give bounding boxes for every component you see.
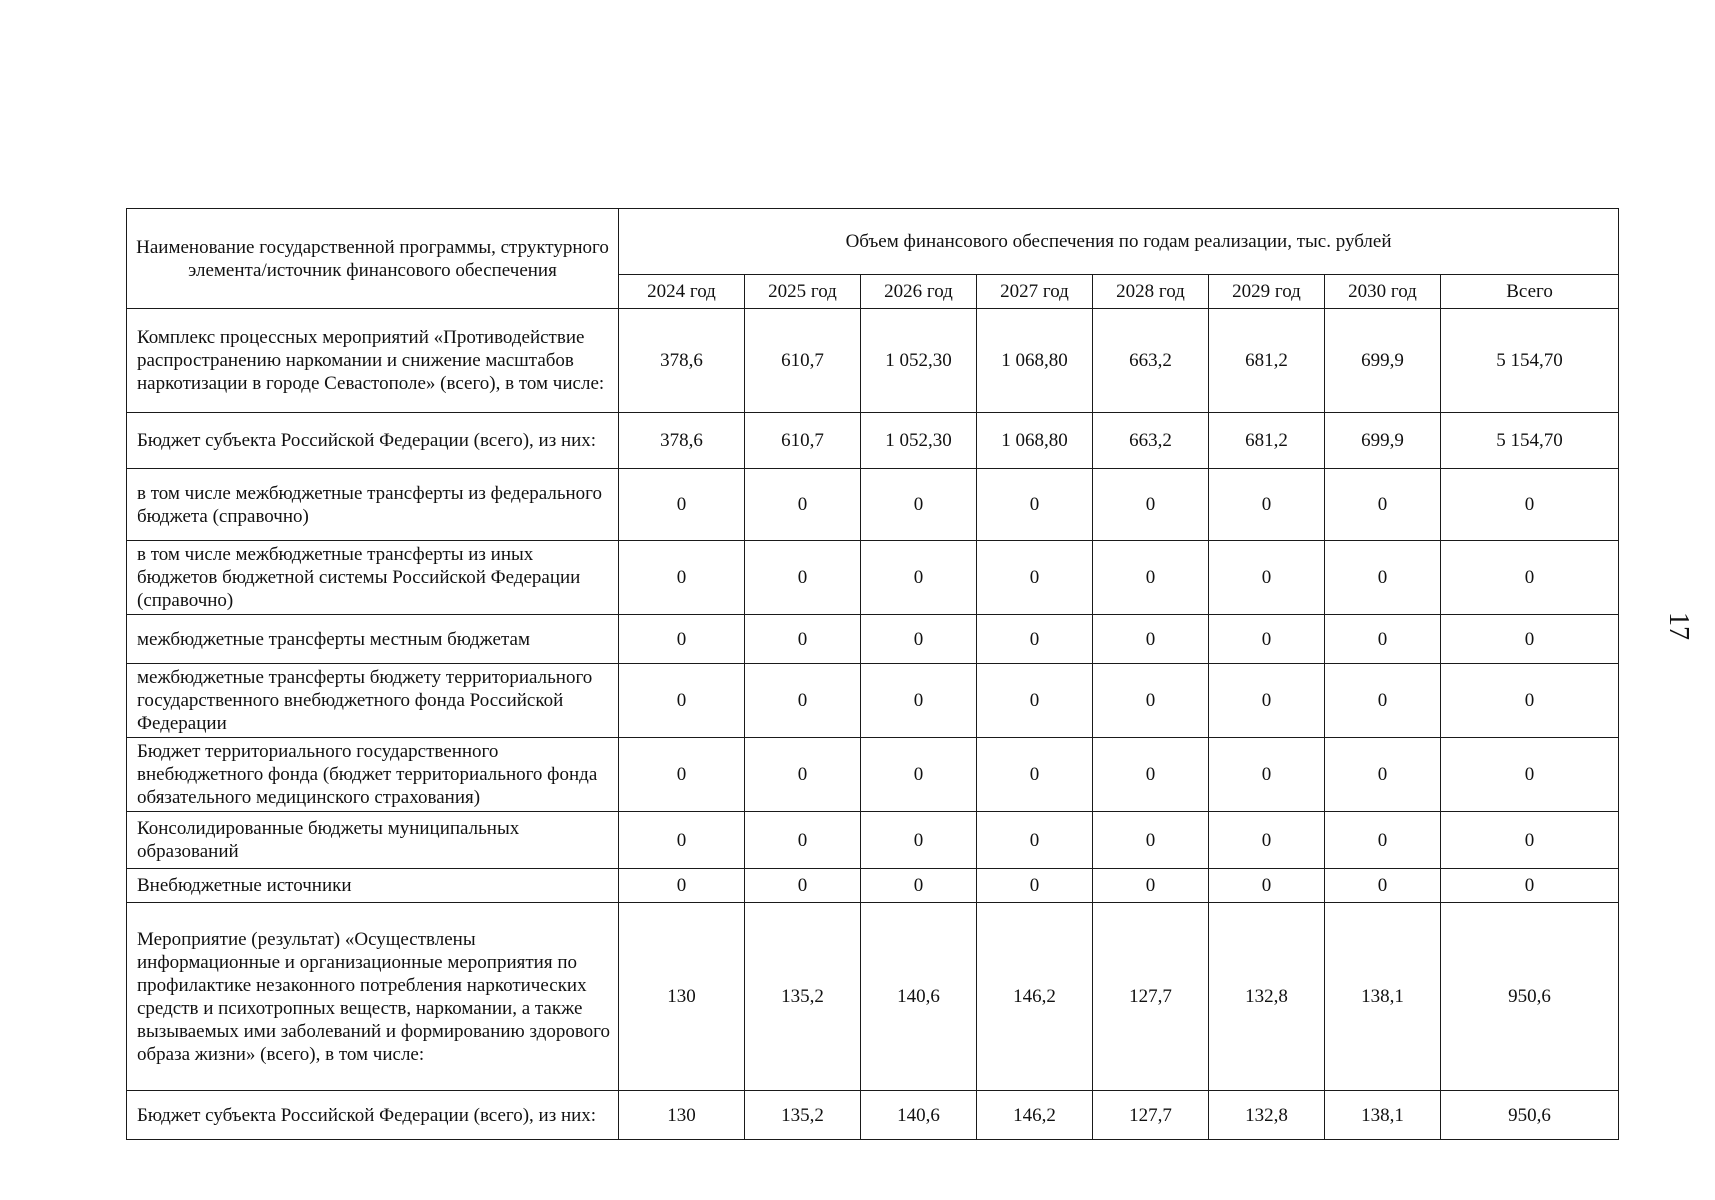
cell-value: 0 xyxy=(1325,664,1441,738)
cell-value: 0 xyxy=(1325,469,1441,541)
cell-value: 0 xyxy=(977,869,1093,903)
cell-value: 0 xyxy=(977,738,1093,812)
cell-value: 140,6 xyxy=(861,1091,977,1140)
cell-value: 0 xyxy=(619,615,745,664)
cell-value: 0 xyxy=(977,469,1093,541)
cell-value: 0 xyxy=(1441,869,1619,903)
cell-value: 0 xyxy=(977,541,1093,615)
table-row xyxy=(127,812,1619,869)
cell-value: 610,7 xyxy=(745,413,861,469)
cell-value: 950,6 xyxy=(1441,903,1619,1091)
cell-value: 127,7 xyxy=(1093,1091,1209,1140)
cell-value: 0 xyxy=(619,812,745,869)
cell-value: 138,1 xyxy=(1325,1091,1441,1140)
cell-value: 663,2 xyxy=(1093,309,1209,413)
cell-value: 0 xyxy=(745,738,861,812)
row-label: в том числе межбюджетные трансферты из иных бюджетов бюджетной системы Российской Федерации (справочно) xyxy=(127,541,619,615)
row-label: Консолидированные бюджеты муниципальных образований xyxy=(127,812,619,869)
cell-value: 132,8 xyxy=(1209,903,1325,1091)
cell-value: 0 xyxy=(861,664,977,738)
table-row xyxy=(127,1091,1619,1140)
cell-value: 663,2 xyxy=(1093,413,1209,469)
cell-value: 0 xyxy=(977,615,1093,664)
row-label: в том числе межбюджетные трансферты из федерального бюджета (справочно) xyxy=(127,469,619,541)
cell-value: 0 xyxy=(1441,541,1619,615)
cell-value: 0 xyxy=(1325,738,1441,812)
cell-value: 0 xyxy=(1209,738,1325,812)
cell-value: 1 052,30 xyxy=(861,413,977,469)
cell-value: 130 xyxy=(619,1091,745,1140)
year-header: 2030 год xyxy=(1325,275,1441,309)
cell-value: 0 xyxy=(619,541,745,615)
header-row-top xyxy=(127,209,1619,275)
cell-value: 0 xyxy=(619,469,745,541)
table-row xyxy=(127,413,1619,469)
cell-value: 140,6 xyxy=(861,903,977,1091)
table-row xyxy=(127,903,1619,1091)
cell-value: 146,2 xyxy=(977,1091,1093,1140)
cell-value: 950,6 xyxy=(1441,1091,1619,1140)
cell-value: 0 xyxy=(861,869,977,903)
cell-value: 0 xyxy=(1325,812,1441,869)
cell-value: 0 xyxy=(619,664,745,738)
cell-value: 0 xyxy=(1441,812,1619,869)
table-row xyxy=(127,309,1619,413)
cell-value: 0 xyxy=(1325,541,1441,615)
cell-value: 681,2 xyxy=(1209,413,1325,469)
cell-value: 0 xyxy=(1209,869,1325,903)
cell-value: 0 xyxy=(745,469,861,541)
cell-value: 146,2 xyxy=(977,903,1093,1091)
row-label: Комплекс процессных мероприятий «Противодействие распространению наркомании и снижение масштабов наркотизации в городе Севастополе» (всего), в том числе: xyxy=(127,309,619,413)
table-row xyxy=(127,738,1619,812)
name-column-header: Наименование государственной программы, структурного элемента/источник финансового обеспечения xyxy=(127,209,619,309)
row-label: Бюджет субъекта Российской Федерации (всего), из них: xyxy=(127,1091,619,1140)
cell-value: 0 xyxy=(861,812,977,869)
cell-value: 127,7 xyxy=(1093,903,1209,1091)
cell-value: 5 154,70 xyxy=(1441,413,1619,469)
cell-value: 0 xyxy=(1093,664,1209,738)
year-header: 2028 год xyxy=(1093,275,1209,309)
cell-value: 0 xyxy=(1325,615,1441,664)
year-header: 2025 год xyxy=(745,275,861,309)
cell-value: 0 xyxy=(977,664,1093,738)
cell-value: 699,9 xyxy=(1325,413,1441,469)
cell-value: 0 xyxy=(861,469,977,541)
page-number: 17 xyxy=(1663,612,1694,640)
cell-value: 0 xyxy=(861,738,977,812)
cell-value: 610,7 xyxy=(745,309,861,413)
cell-value: 681,2 xyxy=(1209,309,1325,413)
cell-value: 0 xyxy=(1441,615,1619,664)
cell-value: 699,9 xyxy=(1325,309,1441,413)
year-header: 2024 год xyxy=(619,275,745,309)
cell-value: 0 xyxy=(1093,541,1209,615)
year-header: 2026 год xyxy=(861,275,977,309)
cell-value: 135,2 xyxy=(745,903,861,1091)
cell-value: 0 xyxy=(1209,812,1325,869)
table-row xyxy=(127,541,1619,615)
row-label: Мероприятие (результат) «Осуществлены информационные и организационные мероприятия по профилактике незаконного потребления наркотических средств и психотропных веществ, наркомании, а также вызываемых ими заболеваний и формированию здорового образа жизни» (всего), в том числе: xyxy=(127,903,619,1091)
cell-value: 0 xyxy=(977,812,1093,869)
cell-value: 0 xyxy=(1209,541,1325,615)
cell-value: 1 052,30 xyxy=(861,309,977,413)
cell-value: 0 xyxy=(1093,469,1209,541)
cell-value: 0 xyxy=(1093,869,1209,903)
cell-value: 138,1 xyxy=(1325,903,1441,1091)
cell-value: 0 xyxy=(619,738,745,812)
cell-value: 0 xyxy=(1209,469,1325,541)
cell-value: 0 xyxy=(1441,738,1619,812)
row-label: Бюджет субъекта Российской Федерации (всего), из них: xyxy=(127,413,619,469)
cell-value: 0 xyxy=(745,869,861,903)
row-label: межбюджетные трансферты местным бюджетам xyxy=(127,615,619,664)
cell-value: 0 xyxy=(1093,615,1209,664)
cell-value: 0 xyxy=(1209,664,1325,738)
cell-value: 0 xyxy=(1441,664,1619,738)
cell-value: 0 xyxy=(1093,738,1209,812)
cell-value: 0 xyxy=(861,615,977,664)
table-row xyxy=(127,469,1619,541)
cell-value: 130 xyxy=(619,903,745,1091)
cell-value: 378,6 xyxy=(619,413,745,469)
table-row xyxy=(127,869,1619,903)
cell-value: 0 xyxy=(1441,469,1619,541)
cell-value: 0 xyxy=(745,541,861,615)
row-label: Бюджет территориального государственного внебюджетного фонда (бюджет территориального фонда обязательного медицинского страхования) xyxy=(127,738,619,812)
table-row xyxy=(127,664,1619,738)
cell-value: 1 068,80 xyxy=(977,309,1093,413)
year-header: 2027 год xyxy=(977,275,1093,309)
cell-value: 0 xyxy=(1325,869,1441,903)
cell-value: 0 xyxy=(745,664,861,738)
year-header: 2029 год xyxy=(1209,275,1325,309)
cell-value: 1 068,80 xyxy=(977,413,1093,469)
cell-value: 0 xyxy=(861,541,977,615)
cell-value: 0 xyxy=(745,615,861,664)
cell-value: 378,6 xyxy=(619,309,745,413)
cell-value: 0 xyxy=(619,869,745,903)
total-header: Всего xyxy=(1441,275,1619,309)
financing-table xyxy=(126,208,1619,1140)
row-label: межбюджетные трансферты бюджету территориального государственного внебюджетного фонда Российской Федерации xyxy=(127,664,619,738)
table-row xyxy=(127,615,1619,664)
cell-value: 5 154,70 xyxy=(1441,309,1619,413)
cell-value: 0 xyxy=(1209,615,1325,664)
cell-value: 0 xyxy=(745,812,861,869)
volume-header: Объем финансового обеспечения по годам реализации, тыс. рублей xyxy=(619,209,1619,275)
cell-value: 135,2 xyxy=(745,1091,861,1140)
row-label: Внебюджетные источники xyxy=(127,869,619,903)
cell-value: 0 xyxy=(1093,812,1209,869)
cell-value: 132,8 xyxy=(1209,1091,1325,1140)
